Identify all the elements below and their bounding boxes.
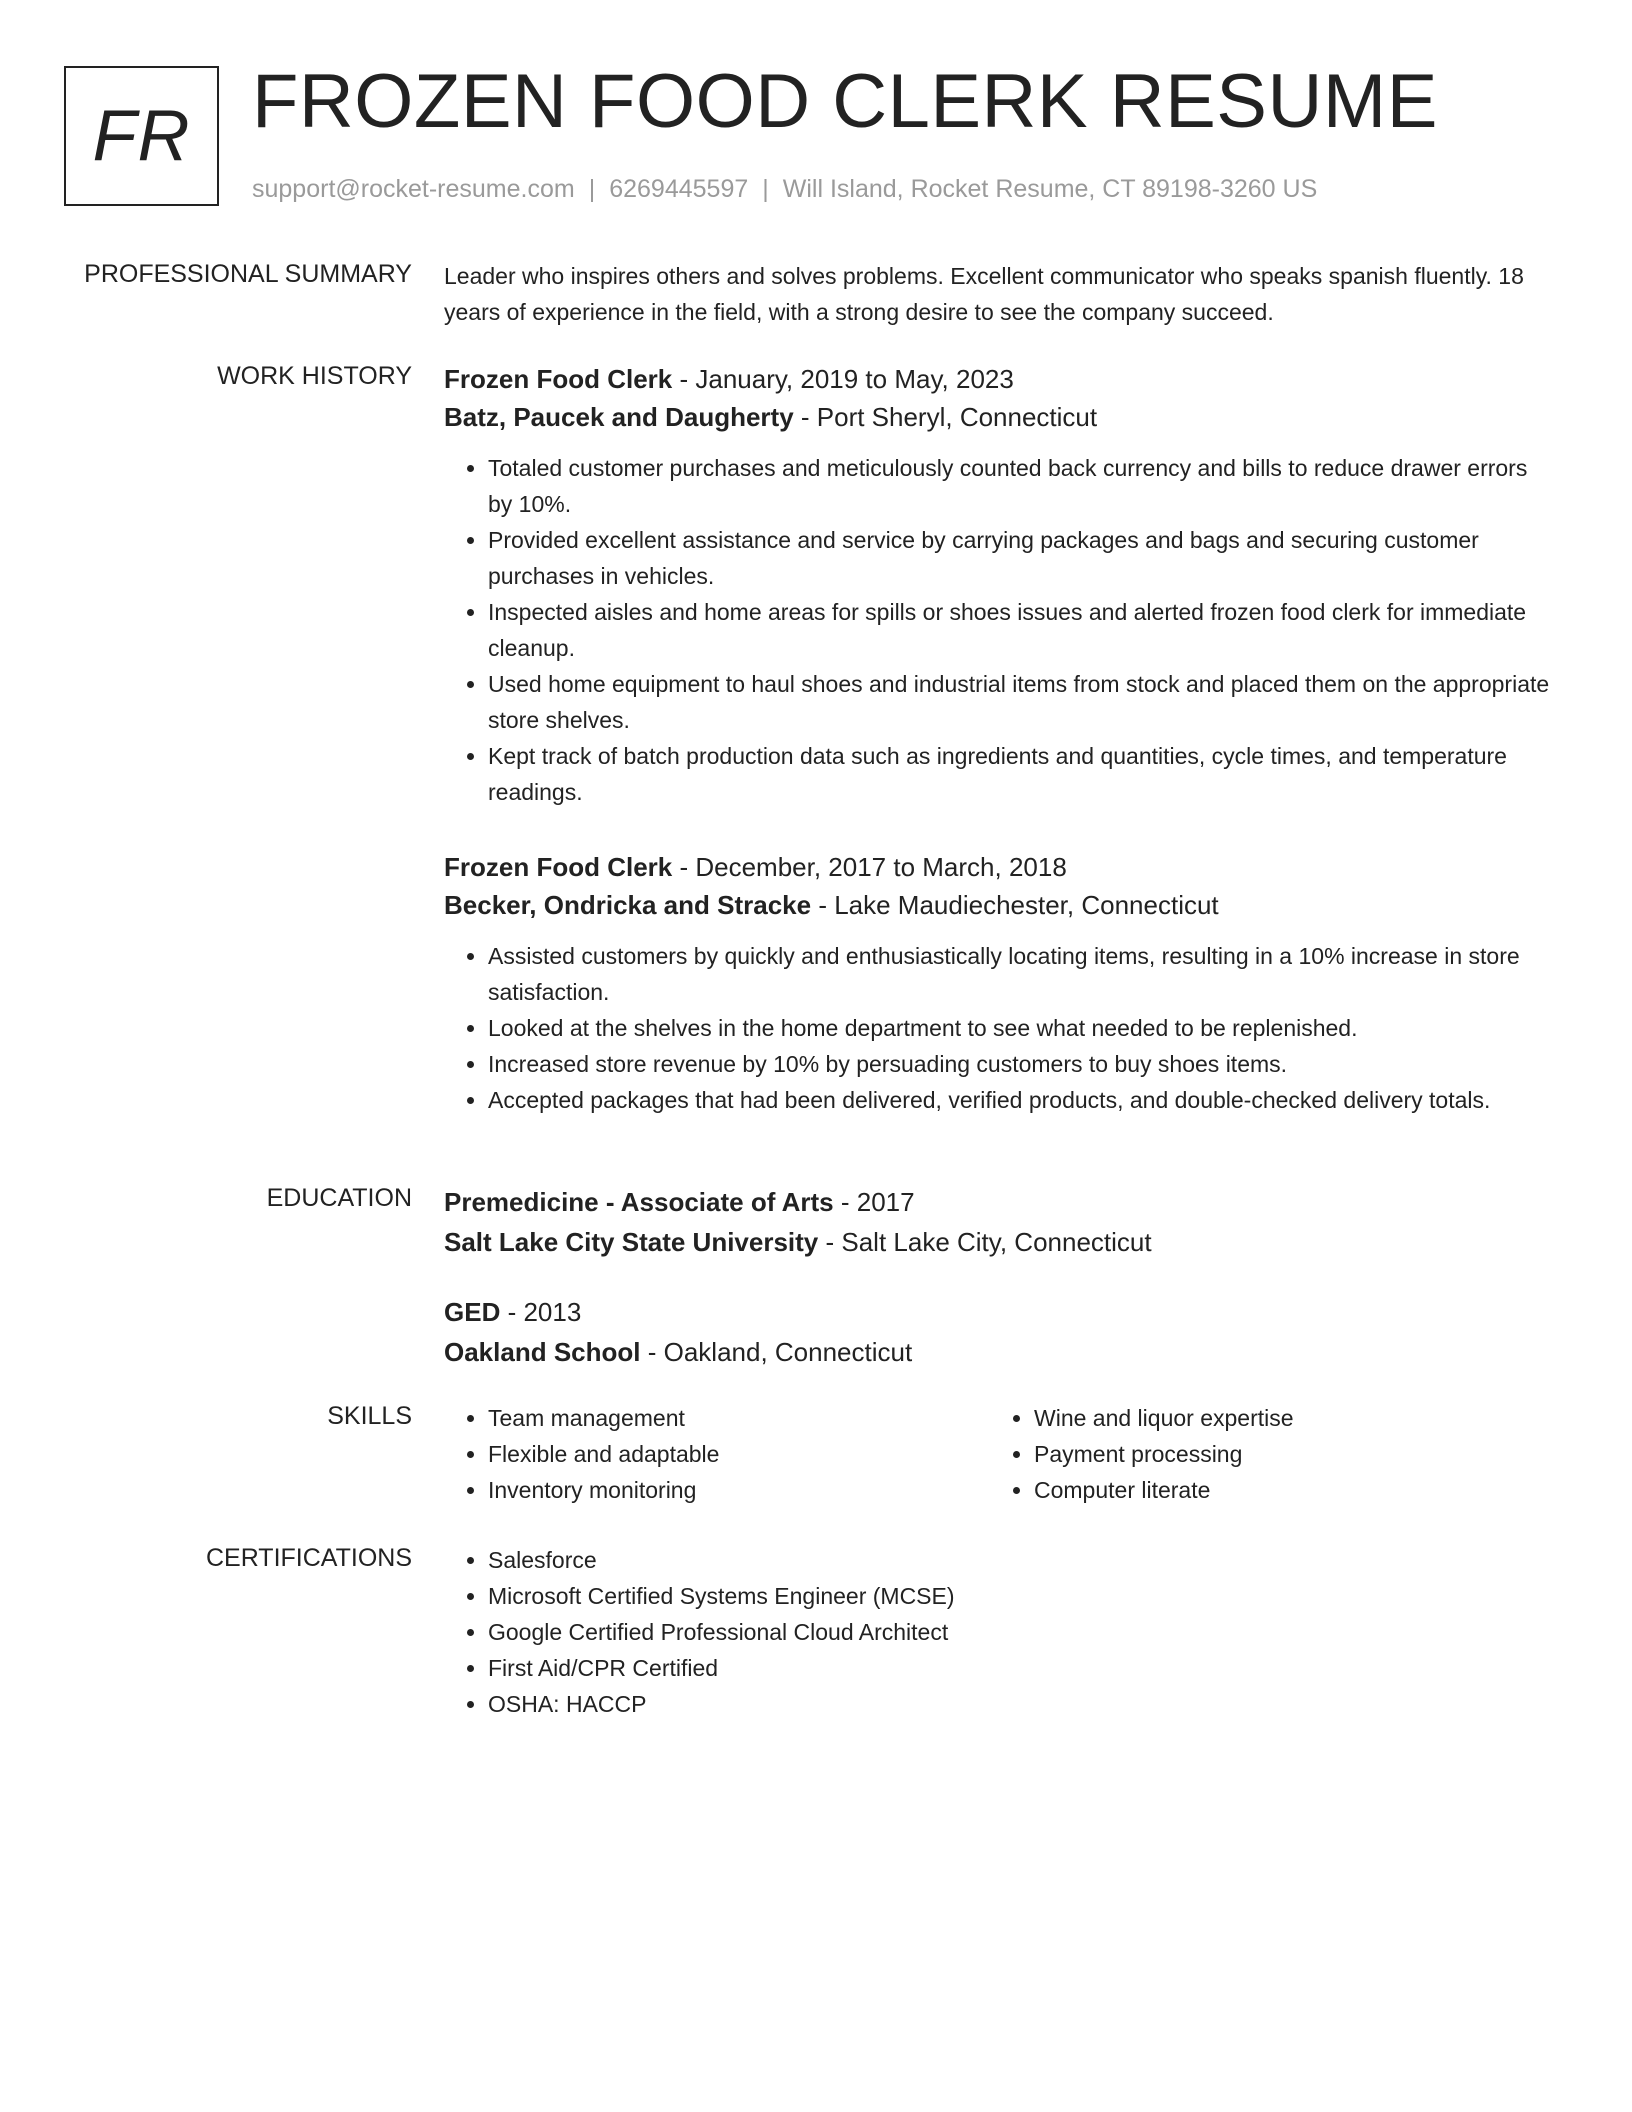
certification-item: • First Aid/CPR Certified — [488, 1650, 1556, 1686]
skill-item: • Flexible and adaptable — [488, 1436, 990, 1472]
skill-item: • Computer literate — [1034, 1472, 1536, 1508]
skills-list-right — [990, 1400, 1536, 1508]
education-degree: GED — [444, 1297, 501, 1327]
contact-separator: | — [588, 175, 596, 203]
job-bullet: • Used home equipment to haul shoes and industrial items from stock and placed them on the appropriate store shelves. — [488, 666, 1556, 738]
summary-body — [444, 258, 1556, 330]
certification-item: • OSHA: HACCP — [488, 1686, 1556, 1722]
education-school: Oakland School — [444, 1337, 641, 1367]
job-bullets — [444, 450, 1556, 810]
job-company-line — [444, 886, 1556, 924]
contact-phone[interactable]: 6269445597 — [609, 175, 749, 203]
section-label-certifications: CERTIFICATIONS — [205, 1544, 412, 1572]
resume-title: FROZEN FOOD CLERK RESUME — [252, 59, 1438, 144]
skill-item: • Payment processing — [1034, 1436, 1536, 1472]
education-entry — [444, 1292, 1556, 1372]
job-entry — [444, 848, 1556, 1118]
skills-list-left — [444, 1400, 990, 1508]
job-bullet: • Totaled customer purchases and meticulously counted back currency and bills to reduce drawer errors by 10%. — [488, 450, 1556, 522]
education-year: - 2013 — [500, 1297, 582, 1327]
contact-line — [252, 174, 1317, 204]
education-location: - Oakland, Connecticut — [640, 1337, 913, 1367]
education-school: Salt Lake City State University — [444, 1227, 819, 1257]
job-company-line — [444, 398, 1556, 436]
education-year: - 2017 — [833, 1187, 915, 1217]
education-school-line — [444, 1222, 1556, 1262]
job-location: - Lake Maudiechester, Connecticut — [811, 890, 1219, 920]
job-title: Frozen Food Clerk — [444, 364, 673, 394]
education-degree-line — [444, 1182, 1556, 1222]
education-location: - Salt Lake City, Connecticut — [818, 1227, 1152, 1257]
certification-item: • Salesforce — [488, 1542, 1556, 1578]
job-dates: - January, 2019 to May, 2023 — [672, 364, 1014, 394]
contact-separator: | — [762, 175, 769, 203]
job-bullet: • Kept track of batch production data such as ingredients and quantities, cycle times, and temperature readings. — [488, 738, 1556, 810]
job-title: Frozen Food Clerk — [444, 852, 673, 882]
monogram-initials: FR — [92, 96, 191, 176]
summary-text: Leader who inspires others and solves problems. Excellent communicator who speaks spanish fluently. 18 years of experience in the field, with a strong desire to see the company succeed. — [444, 263, 1524, 325]
job-company: Batz, Paucek and Daugherty — [444, 402, 794, 432]
certifications-body — [444, 1542, 1556, 1722]
job-entry — [444, 360, 1556, 810]
skill-item: • Inventory monitoring — [488, 1472, 990, 1508]
contact-email[interactable]: support@rocket-resume.com — [252, 175, 575, 203]
certification-item: • Microsoft Certified Systems Engineer (MCSE) — [488, 1578, 1556, 1614]
job-title-line — [444, 360, 1556, 398]
education-entry — [444, 1182, 1556, 1262]
work-history-body — [444, 360, 1556, 1118]
job-bullet: • Inspected aisles and home areas for spills or shoes issues and alerted frozen food clerk for immediate cleanup. — [488, 594, 1556, 666]
section-label-skills: SKILLS — [327, 1402, 412, 1430]
job-company: Becker, Ondricka and Stracke — [444, 890, 812, 920]
job-dates: - December, 2017 to March, 2018 — [672, 852, 1067, 882]
skill-item: • Wine and liquor expertise — [1034, 1400, 1536, 1436]
job-bullet: • Assisted customers by quickly and enthusiastically locating items, resulting in a 10% increase in store satisfaction. — [488, 938, 1556, 1010]
education-degree: Premedicine - Associate of Arts — [444, 1187, 834, 1217]
certification-item: • Google Certified Professional Cloud Architect — [488, 1614, 1556, 1650]
skill-item: • Team management — [488, 1400, 990, 1436]
education-body — [444, 1182, 1556, 1372]
monogram-badge — [64, 66, 219, 206]
job-bullet: • Looked at the shelves in the home department to see what needed to be replenished. — [488, 1010, 1556, 1046]
job-title-line — [444, 848, 1556, 886]
section-label-education: EDUCATION — [266, 1184, 412, 1212]
education-degree-line — [444, 1292, 1556, 1332]
job-location: - Port Sheryl, Connecticut — [793, 402, 1098, 432]
skills-grid — [444, 1400, 1556, 1508]
certifications-list — [444, 1542, 1556, 1722]
section-label-summary: PROFESSIONAL SUMMARY — [84, 260, 412, 288]
section-label-work-history: WORK HISTORY — [217, 362, 412, 390]
job-bullets — [444, 938, 1556, 1118]
job-bullet: • Provided excellent assistance and service by carrying packages and bags and securing customer purchases in vehicles. — [488, 522, 1556, 594]
job-bullet: • Accepted packages that had been delivered, verified products, and double-checked delivery totals. — [488, 1082, 1556, 1118]
contact-address: Will Island, Rocket Resume, CT 89198-3260 US — [782, 175, 1318, 203]
skills-body — [444, 1400, 1556, 1508]
job-bullet: • Increased store revenue by 10% by persuading customers to buy shoes items. — [488, 1046, 1556, 1082]
education-school-line — [444, 1332, 1556, 1372]
